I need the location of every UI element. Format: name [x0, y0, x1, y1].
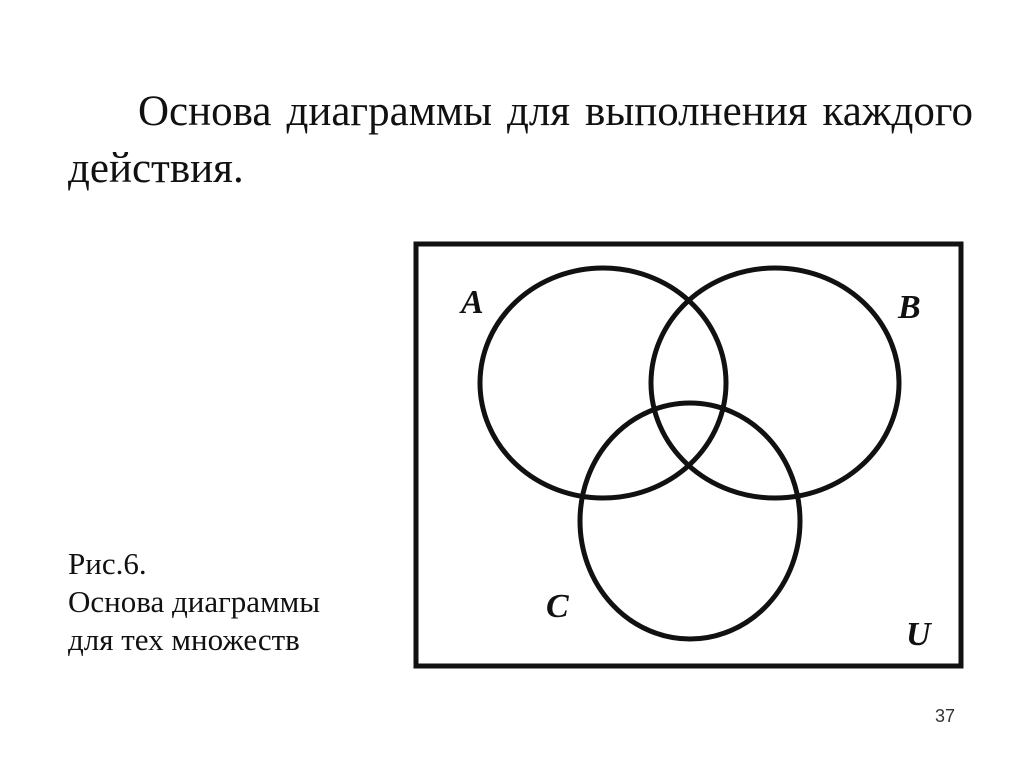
figure-caption [68, 545, 408, 659]
page-number: 37 [935, 706, 956, 726]
venn-diagram [413, 240, 965, 670]
caption-figure-number: Рис.6. [68, 546, 147, 581]
caption-line-2: Основа диаграммы [68, 584, 321, 619]
universe-rectangle [416, 244, 961, 666]
caption-line-3: для тех множеств [68, 622, 300, 657]
set-c-circle [580, 403, 800, 639]
set-a-label: A [461, 284, 484, 321]
slide-heading: Основа диаграммы для выполнения каждого действия. [68, 88, 973, 192]
set-b-label: B [898, 289, 921, 326]
set-c-label: C [546, 588, 569, 625]
set-b-circle [651, 268, 899, 498]
universe-label: U [906, 616, 931, 653]
